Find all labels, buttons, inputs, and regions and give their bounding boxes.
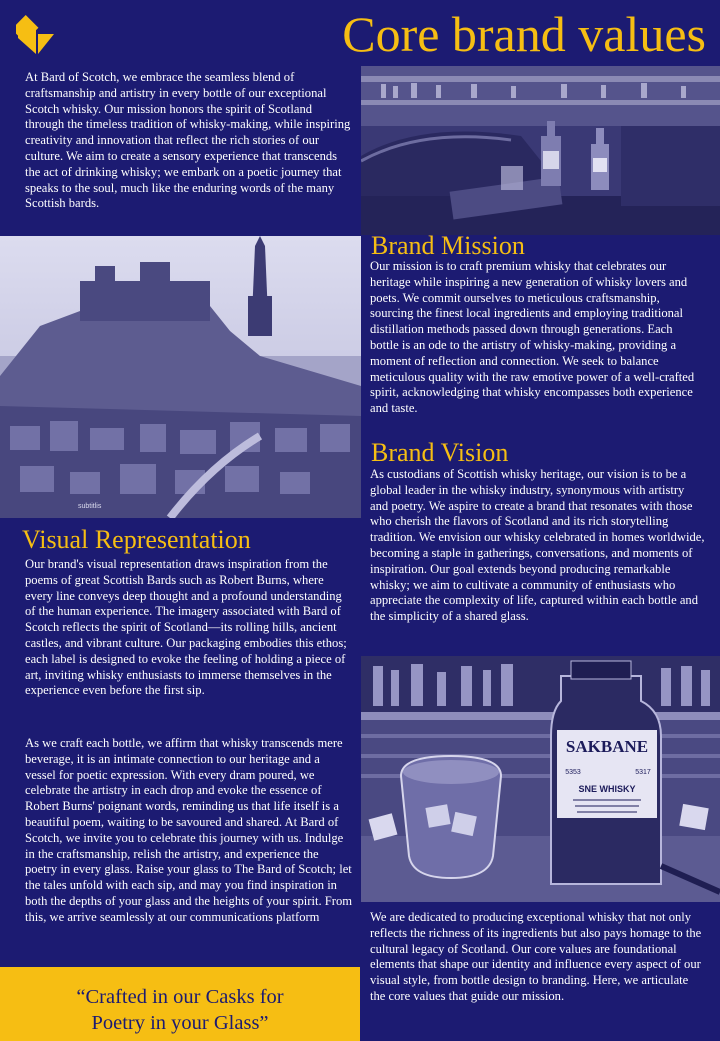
whisky-bottle-photo [361,656,720,902]
quote-box [0,967,360,1041]
quote-line-2: Poetry in your Glass” [91,1012,269,1034]
mission-paragraph: Our mission is to craft premium whisky that celebrates our heritage while inspiring a new generation of whisky lovers and poets. We commit ourselves to meticulous craftsmanship, sourcing the finest local ingredients and employing traditional distillation methods passed down through generations. Each bottle is an ode to the artistry of whisky-making, providing a moment of reflection and connection. We seek to balance meticulous quality with the raw emotive power of a well-crafted spirit, acknowledging that whisky encompasses both experience and taste. [370,259,695,416]
vision-paragraph: As custodians of Scottish whisky heritage, our vision is to be a global leader in the whisky industry, synonymous with artistry and poetry. We aspire to create a brand that resonates with those who cherish the flavors of Scotland and its rich storytelling tradition. We envision our whisky celebrated in homes worldwide, becoming a staple in gatherings, conversations, and moments of inspiration. Our goal extends beyond producing remarkable whisky; we aim to cultivate a community of enthusiasts who appreciate the complexity of life, captured within each bottle and the simplicity of a shared glass. [370,467,705,624]
visual-paragraph-2: As we craft each bottle, we affirm that whisky transcends mere beverage, it is an intimate connection to our heritage and a vessel for poetic expression. With every dram poured, we celebrate the artistry in each drop and evoke the essence of Robert Burns' poignant words, reminding us that life itself is a beautiful poem, waiting to be savoured and shared. At Bard of Scotch, we invite you to celebrate this journey with us. Indulge in the craftsmanship, relish the artistry, and experience the poetry in every glass. Raise your glass to The Bard of Scotch; let the tales unfold with each sip, and may you find inspiration in both the depths of your glass and the heights of your spirit. From this, we arrive seamlessly at our communications platform [25,736,353,924]
values-intro-paragraph: We are dedicated to producing exceptional whisky that not only reflects the richness of its ingredients but also pays homage to the cultural legacy of Scotland. Our core values are foundational elements that shape our identity and influence every aspect of our visual style, from bottle design to branding. Here, we articulate the core values that guide our mission. [370,910,702,1003]
bar-interior-photo [361,66,720,235]
quote-line-1: “Crafted in our Casks for [76,986,284,1008]
intro-paragraph: At Bard of Scotch, we embrace the seamless blend of craftsmanship and artistry in every bottle of our exceptional Scotch whisky. Our mission honors the spirit of Scotland through the timeless tradition of whisky-making, while inspiring creativity and innovation that reflect the rich stories of our culture. We aim to create a sensory experience that transcends the act of drinking whisky; we embark on a poetic journey that speaks to the soul, much like the enduring words of the many Scottish bards. [25,70,351,211]
visual-paragraph-1: Our brand's visual representation draws inspiration from the poems of great Scottish Bards such as Robert Burns, where every line conveys deep thought and a profound understanding of the human experience. The imagery associated with Bard of Scotch reflects the spirit of Scotland—its rolling hills, ancient castles, and vibrant culture. Our packaging embodies this ethos; each label is designed to evoke the feeling of holding a piece of art, inviting whisky enthusiasts to immerse themselves in the experience even before the first sip. [25,557,347,698]
castle-city-photo [0,236,361,518]
vision-heading: Brand Vision [371,438,509,467]
bottle-label-year-right: 5317 [635,769,651,776]
photo-watermark: subtitlis [78,503,102,510]
visual-heading: Visual Representation [22,525,251,554]
mission-heading: Brand Mission [371,231,525,260]
brand-quote [0,984,360,1036]
page-title: Core brand values [342,6,706,62]
bottle-label-year-left: 5353 [565,769,581,776]
bottle-label-name: SNE WHISKY [578,784,636,794]
brand-logo-icon [16,10,56,56]
bottle-label-brand: SAKBANE [565,737,649,756]
